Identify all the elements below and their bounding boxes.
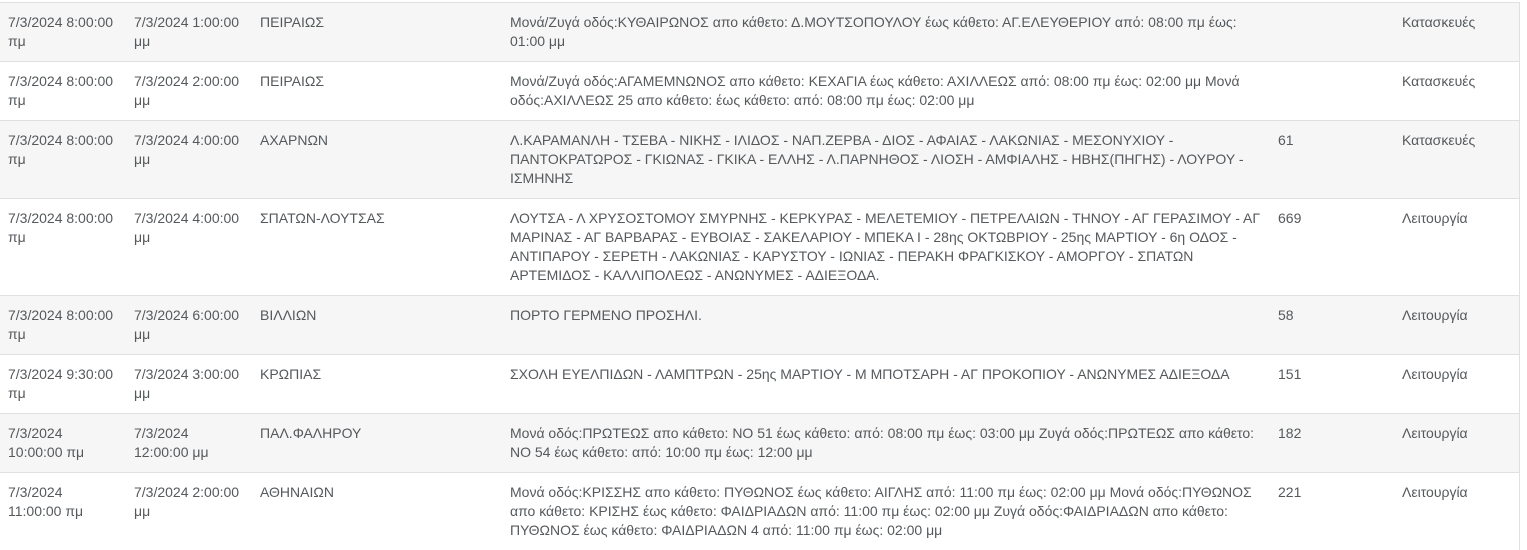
municipality-cell: ΚΡΩΠΙΑΣ xyxy=(252,355,502,414)
table-row xyxy=(0,355,1519,414)
start-datetime-cell: 7/3/2024 8:00:00 πμ xyxy=(0,199,126,296)
category-cell: Λειτουργία xyxy=(1394,473,1519,550)
start-datetime-cell: 7/3/2024 9:30:00 πμ xyxy=(0,355,126,414)
description-cell: ΠΟΡΤΟ ΓΕΡΜΕΝΟ ΠΡΟΣΗΛΙ. xyxy=(502,296,1270,355)
end-datetime-cell: 7/3/2024 4:00:00 μμ xyxy=(126,199,252,296)
start-datetime-cell: 7/3/2024 10:00:00 πμ xyxy=(0,414,126,473)
category-cell: Λειτουργία xyxy=(1394,414,1519,473)
number-cell: 61 xyxy=(1270,121,1394,199)
table-row xyxy=(0,414,1519,473)
end-datetime-cell: 7/3/2024 3:00:00 μμ xyxy=(126,355,252,414)
table-row xyxy=(0,62,1519,121)
municipality-cell: ΠΑΛ.ΦΑΛΗΡΟΥ xyxy=(252,414,502,473)
table-row xyxy=(0,296,1519,355)
municipality-cell: ΒΙΛΛΙΩΝ xyxy=(252,296,502,355)
end-datetime-cell: 7/3/2024 2:00:00 μμ xyxy=(126,62,252,121)
number-cell: 221 xyxy=(1270,473,1394,550)
start-datetime-cell: 7/3/2024 8:00:00 πμ xyxy=(0,296,126,355)
municipality-cell: ΠΕΙΡΑΙΩΣ xyxy=(252,3,502,62)
category-cell: Κατασκευές xyxy=(1394,3,1519,62)
description-cell: Λ.ΚΑΡΑΜΑΝΛΗ - ΤΣΕΒΑ - ΝΙΚΗΣ - ΙΛΙΔΟΣ - ΝΑΠ.ΖΕΡΒΑ - ΔΙΟΣ - ΑΦΑΙΑΣ - ΛΑΚΩΝΙΑΣ - ΜΕΣΟΝΥΧΙΟΥ - ΠΑΝΤΟΚΡΑΤΩΡΟΣ - ΓΚΙΩΝΑΣ - ΓΚΙΚΑ - ΕΛΛΗΣ - Λ.ΠΑΡΝΗΘΟΣ - ΛΙΟΣΗ - ΑΜΦΙΑΛΗΣ - ΗΒΗΣ(ΠΗΓΗΣ) - ΛΟΥΡΟΥ - ΙΣΜΗΝΗΣ xyxy=(502,121,1270,199)
end-datetime-cell: 7/3/2024 6:00:00 μμ xyxy=(126,296,252,355)
start-datetime-cell: 7/3/2024 8:00:00 πμ xyxy=(0,121,126,199)
end-datetime-cell: 7/3/2024 4:00:00 μμ xyxy=(126,121,252,199)
municipality-cell: ΣΠΑΤΩΝ-ΛΟΥΤΣΑΣ xyxy=(252,199,502,296)
start-datetime-cell: 7/3/2024 8:00:00 πμ xyxy=(0,3,126,62)
number-cell: 151 xyxy=(1270,355,1394,414)
outages-table xyxy=(0,2,1520,550)
municipality-cell: ΠΕΙΡΑΙΩΣ xyxy=(252,62,502,121)
category-cell: Λειτουργία xyxy=(1394,355,1519,414)
number-cell xyxy=(1270,3,1394,62)
category-cell: Λειτουργία xyxy=(1394,199,1519,296)
table-row xyxy=(0,473,1519,550)
end-datetime-cell: 7/3/2024 2:00:00 μμ xyxy=(126,473,252,550)
category-cell: Κατασκευές xyxy=(1394,62,1519,121)
number-cell: 669 xyxy=(1270,199,1394,296)
start-datetime-cell: 7/3/2024 11:00:00 πμ xyxy=(0,473,126,550)
end-datetime-cell: 7/3/2024 1:00:00 μμ xyxy=(126,3,252,62)
table-row xyxy=(0,3,1519,62)
table-row xyxy=(0,121,1519,199)
description-cell: Μονά οδός:ΠΡΩΤΕΩΣ απο κάθετο: ΝΟ 51 έως κάθετο: από: 08:00 πμ έως: 03:00 μμ Ζυγά οδός:ΠΡΩΤΕΩΣ απο κάθετο: ΝΟ 54 έως κάθετο: από: 10:00 πμ έως: 12:00 μμ xyxy=(502,414,1270,473)
description-cell: Μονά/Ζυγά οδός:ΑΓΑΜΕΜΝΩΝΟΣ απο κάθετο: ΚΕΧΑΓΙΑ έως κάθετο: ΑΧΙΛΛΕΩΣ από: 08:00 πμ έως: 02:00 μμ Μονά οδός:ΑΧΙΛΛΕΩΣ 25 απο κάθετο: έως κάθετο: από: 08:00 πμ έως: 02:00 μμ xyxy=(502,62,1270,121)
table-row xyxy=(0,199,1519,296)
description-cell: ΣΧΟΛΗ ΕΥΕΛΠΙΔΩΝ - ΛΑΜΠΤΡΩΝ - 25ης ΜΑΡΤΙΟΥ - Μ ΜΠΟΤΣΑΡΗ - ΑΓ ΠΡΟΚΟΠΙΟΥ - ΑΝΩΝΥΜΕΣ ΑΔΙΕΞΟΔΑ xyxy=(502,355,1270,414)
category-cell: Κατασκευές xyxy=(1394,121,1519,199)
start-datetime-cell: 7/3/2024 8:00:00 πμ xyxy=(0,62,126,121)
description-cell: Μονά οδός:ΚΡΙΣΣΗΣ απο κάθετο: ΠΥΘΩΝΟΣ έως κάθετο: ΑΙΓΛΗΣ από: 11:00 πμ έως: 02:00 μμ Μονά οδός:ΠΥΘΩΝΟΣ απο κάθετο: ΚΡΙΣΗΣ έως κάθετο: ΦΑΙΔΡΙΑΔΩΝ από: 11:00 πμ έως: 02:00 μμ Ζυγά οδός:ΦΑΙΔΡΙΑΔΩΝ απο κάθετο: ΠΥΘΩΝΟΣ έως κάθετο: ΦΑΙΔΡΙΑΔΩΝ 4 από: 11:00 πμ έως: 02:00 μμ xyxy=(502,473,1270,550)
number-cell: 182 xyxy=(1270,414,1394,473)
outages-table-body xyxy=(0,3,1519,550)
description-cell: ΛΟΥΤΣΑ - Λ ΧΡΥΣΟΣΤΟΜΟΥ ΣΜΥΡΝΗΣ - ΚΕΡΚΥΡΑΣ - ΜΕΛΕΤΕΜΙΟΥ - ΠΕΤΡΕΛΑΙΩΝ - ΤΗΝΟΥ - ΑΓ ΓΕΡΑΣΙΜΟΥ - ΑΓ ΜΑΡΙΝΑΣ - ΑΓ ΒΑΡΒΑΡΑΣ - ΕΥΒΟΙΑΣ - ΣΑΚΕΛΑΡΙΟΥ - ΜΠΕΚΑ Ι - 28ης ΟΚΤΩΒΡΙΟΥ - 25ης ΜΑΡΤΙΟΥ - 6η ΟΔΟΣ - ΑΝΤΙΠΑΡΟΥ - ΣΕΡΕΤΗ - ΛΑΚΩΝΙΑΣ - ΚΑΡΥΣΤΟΥ - ΙΩΝΙΑΣ - ΠΕΡΑΚΗ ΦΡΑΓΚΙΣΚΟΥ - ΑΜΟΡΓΟΥ - ΣΠΑΤΩΝ ΑΡΤΕΜΙΔΟΣ - ΚΑΛΛΙΠΟΛΕΩΣ - ΑΝΩΝΥΜΕΣ - ΑΔΙΕΞΟΔΑ. xyxy=(502,199,1270,296)
number-cell xyxy=(1270,62,1394,121)
number-cell: 58 xyxy=(1270,296,1394,355)
municipality-cell: ΑΧΑΡΝΩΝ xyxy=(252,121,502,199)
category-cell: Λειτουργία xyxy=(1394,296,1519,355)
municipality-cell: ΑΘΗΝΑΙΩΝ xyxy=(252,473,502,550)
description-cell: Μονά/Ζυγά οδός:ΚΥΘΑΙΡΩΝΟΣ απο κάθετο: Δ.ΜΟΥΤΣΟΠΟΥΛΟΥ έως κάθετο: ΑΓ.ΕΛΕΥΘΕΡΙΟΥ από: 08:00 πμ έως: 01:00 μμ xyxy=(502,3,1270,62)
end-datetime-cell: 7/3/2024 12:00:00 μμ xyxy=(126,414,252,473)
